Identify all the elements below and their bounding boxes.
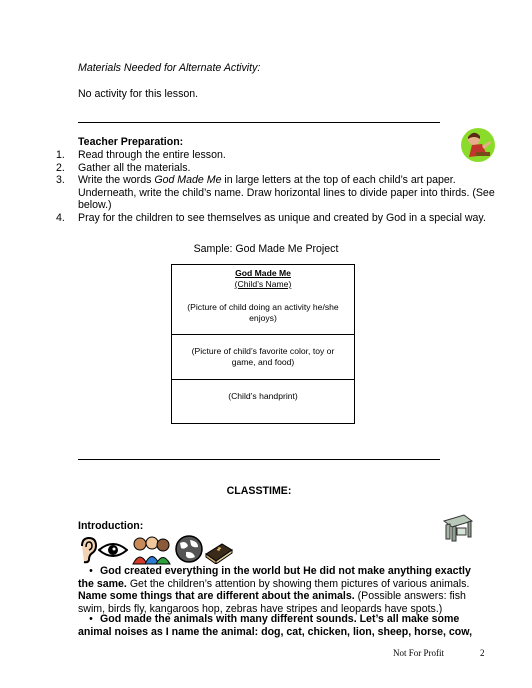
- footer-text: Not For Profit: [393, 648, 445, 658]
- teacher-prep-heading: Teacher Preparation:: [78, 136, 184, 148]
- divider: [78, 459, 440, 460]
- list-item: 3. Write the words God Made Me in large letters at the top of each child’s art paper. Underneath, write the child’s name. Draw horizontal lines to divide paper into thirds. (See below.): [56, 174, 495, 212]
- intro-paragraph-2: • God made the animals with many different sounds. Let’s all make some animal noises as I name the animal: dog, cat, chicken, lion, sheep, horse, cow,: [78, 613, 473, 638]
- classtime-heading: CLASSTIME:: [226, 485, 292, 497]
- sample-section-2: (Picture of child’s favorite color, toy or game, and food): [172, 335, 354, 380]
- list-item: 4. Pray for the children to see themselves as unique and created by God in a special way.: [56, 211, 486, 224]
- sample-name-line: (Child’s Name): [234, 279, 292, 289]
- sample-section-top: [172, 265, 354, 335]
- bible-icon: [204, 538, 234, 564]
- list-item: 1. Read through the entire lesson.: [56, 149, 226, 161]
- divider: [78, 122, 440, 123]
- globe-icon: [174, 534, 204, 564]
- materials-heading: Materials Needed for Alternate Activity:: [78, 62, 261, 74]
- ear-icon: [78, 536, 98, 564]
- sample-caption: Sample: God Made Me Project: [193, 243, 339, 255]
- eye-icon: [98, 540, 128, 560]
- children-icon: [130, 534, 172, 566]
- desk-icon: [442, 513, 474, 543]
- sample-project-box: [171, 264, 355, 424]
- list-item: 2. Gather all the materials.: [56, 161, 191, 174]
- introduction-heading: Introduction:: [78, 520, 144, 532]
- sample-section-3: (Child’s handprint): [228, 391, 298, 401]
- sample-section-1: (Picture of child doing an activity he/she enjoys): [187, 302, 339, 323]
- teacher-prep-list: [56, 149, 496, 225]
- senses-icons: [78, 532, 238, 566]
- materials-text: No activity for this lesson.: [78, 88, 199, 100]
- sample-title: God Made Me: [235, 268, 291, 278]
- page-number: 2: [480, 648, 485, 658]
- intro-paragraph-1: • God created everything in the world but He did not make anything exactly the same. Get the children’s attention by showing them pictures of various animals. Name some things that are different about the animals. (Possible answers: fish swim, birds fly, kangaroos hop, zebras have stripes and leopards have spots.): [78, 565, 471, 615]
